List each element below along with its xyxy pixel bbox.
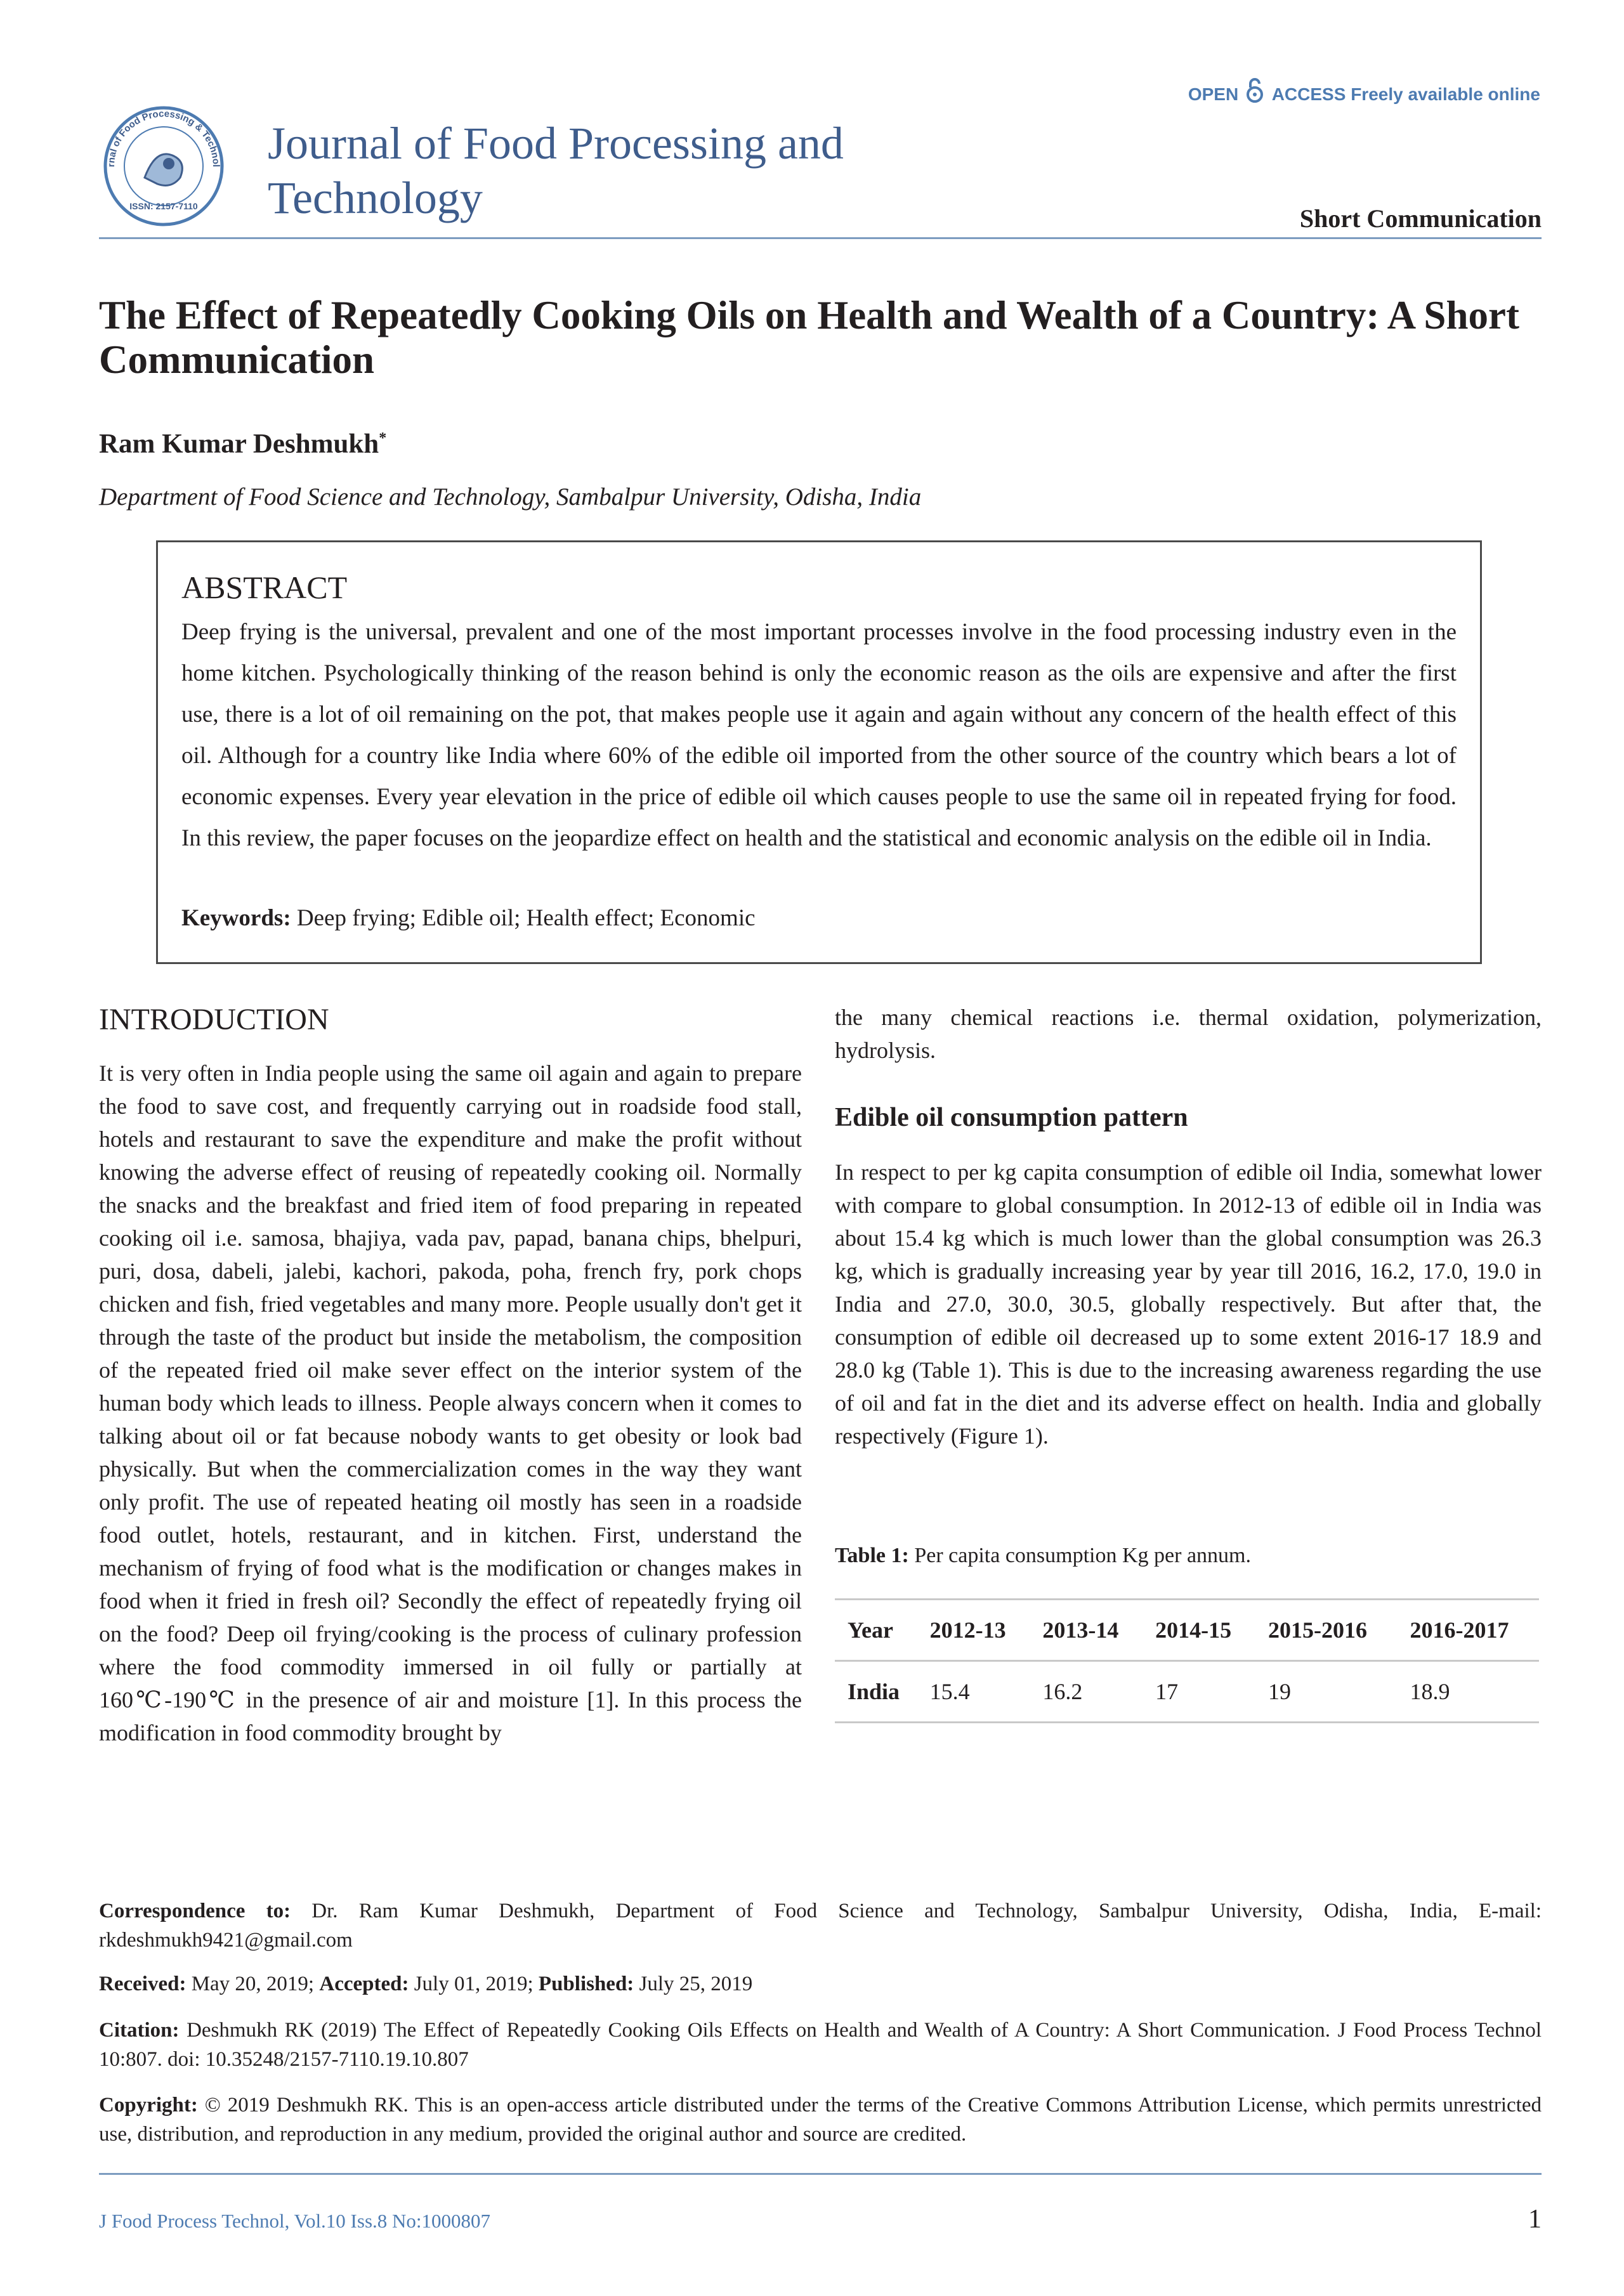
copyright-label: Copyright:	[99, 2094, 198, 2117]
open-label: OPEN	[1188, 84, 1239, 104]
table-header-cell: 2016-2017	[1397, 1600, 1539, 1661]
keywords-text: Deep frying; Edible oil; Health effect; Economic	[296, 905, 756, 931]
table-cell: 15.4	[917, 1661, 1030, 1723]
accepted-date: July 01, 2019;	[414, 1973, 534, 1995]
affiliation: Department of Food Science and Technology, Sambalpur University, Odisha, India	[99, 483, 922, 511]
table-caption	[835, 1541, 1251, 1570]
table-header-cell: 2015-2016	[1255, 1600, 1398, 1661]
table-cell: 17	[1143, 1661, 1255, 1723]
introduction-continuation: the many chemical reactions i.e. thermal oxidation, polymerization, hydrolysis.	[835, 1005, 1542, 1063]
citation-label: Citation:	[99, 2019, 180, 2042]
table-caption-label: Table 1:	[835, 1544, 909, 1567]
page-number: 1	[1528, 2205, 1542, 2234]
author-line	[99, 421, 386, 461]
open-access-banner	[1155, 81, 1540, 110]
table-header-cell: 2013-14	[1030, 1600, 1143, 1661]
copyright-text: © 2019 Deshmukh RK. This is an open-access article distributed under the terms of the Creative Commons Attribution License, which permits unrestricted use, distribution, and reproduction in any medium, provided the original author and source are credited.	[99, 2094, 1542, 2146]
table-header-row	[835, 1600, 1539, 1661]
table-cell: 16.2	[1030, 1661, 1143, 1723]
table-cell: 18.9	[1397, 1661, 1539, 1723]
published-date: July 25, 2019	[639, 1973, 753, 1995]
citation-text: Deshmukh RK (2019) The Effect of Repeatedly Cooking Oils Effects on Health and Wealth of A Country: A Short Communication. J Food Process Technol 10:807. doi: 10.35248/2157-7110.19.10.807	[99, 2019, 1542, 2071]
table-row-label: India	[835, 1661, 917, 1723]
journal-seal-icon	[100, 103, 227, 230]
article-type: Short Communication	[1299, 204, 1542, 233]
introduction-body: It is very often in India people using the same oil again and again to prepare the food to save cost, and frequently carrying out in roadside food stall, hotels and restaurant to save the expenditure and make the profit without knowing the adverse effect of reusing of repeatedly cooking oil. Normally the snacks and the breakfast and fried item of food preparing in repeated cooking oil i.e. samosa, bhajiya, vada pav, papad, banana chips, bhelpuri, puri, dosa, dabeli, jalebi, kachori, pakoda, poha, french fry, pork chops chicken and fish, fried vegetables and many more. People usually don't get it through the taste of the product but inside the metabolism, the composition of the repeated fried oil make sever effect on the interior system of the human body which leads to illness. People always concern when it comes to talking about oil or fat because nobody wants to get obesity or look bad physically. But when the commercialization comes in the way they want only profit. The use of repeated heating oil mostly has seen in a roadside food outlet, hotels, restaurant, and in kitchen. First, understand the mechanism of frying of food what is the modification or changes makes in food when it fried in fresh oil? Secondly the effect of repeatedly frying oil on the food? Deep oil frying/cooking is the process of culinary profession where the food commodity immersed in oil fully or partially at 160℃-190℃ in the presence of air and moisture [1]. In this process the modification in food commodity brought by	[99, 1060, 802, 1745]
freely-available-label: Freely available online	[1351, 84, 1540, 104]
citation	[99, 2016, 1542, 2074]
abstract-body: Deep frying is the universal, prevalent and one of the most important processes involve in the food processing industry even in the home kitchen. Psychologically thinking of the reason behind is only the economic reason as the oils are expensive and after the first use, there is a lot of oil remaining on the pot, that makes people use it again and again without any concern of the health effect of this oil. Although for a country like India where 60% of the edible oil imported from the other source of the country which bears a lot of economic expenses. Every year elevation in the price of edible oil which causes people to use the same oil in repeated frying for food. In this review, the paper focuses on the jeopardize effect on health and the statistical and economic analysis on the edible oil in India.	[181, 619, 1457, 851]
correspondence-label: Correspondence to:	[99, 1900, 291, 1922]
table-cell: 19	[1255, 1661, 1398, 1723]
published-label: Published:	[538, 1973, 634, 1995]
footer-divider	[99, 2173, 1542, 2175]
copyright	[99, 2091, 1542, 2149]
paper-title: The Effect of Repeatedly Cooking Oils on Health and Wealth of a Country: A Short Communication	[99, 293, 1519, 382]
correspondence	[99, 1896, 1542, 1955]
consumption-table	[835, 1598, 1539, 1723]
access-label: ACCESS	[1271, 84, 1346, 104]
table-row	[835, 1661, 1539, 1723]
table-header-cell: Year	[835, 1600, 917, 1661]
author-name: Ram Kumar Deshmukh	[99, 429, 379, 459]
author-mark: *	[379, 430, 387, 447]
table-header-cell: 2012-13	[917, 1600, 1030, 1661]
running-footer: J Food Process Technol, Vol.10 Iss.8 No:1000807	[99, 2210, 491, 2232]
received-date: May 20, 2019;	[191, 1973, 315, 1995]
abstract-heading: ABSTRACT	[181, 570, 348, 605]
table-caption-text: Per capita consumption Kg per annum.	[914, 1544, 1251, 1567]
accepted-label: Accepted:	[319, 1973, 409, 1995]
edible-oil-heading: Edible oil consumption pattern	[835, 1103, 1188, 1132]
svg-text:Journal of Food Processing & T: rnal of Food Processing & Technol	[105, 108, 222, 167]
svg-text:ISSN: 2157-7110: ISSN: 2157-7110	[129, 201, 198, 211]
correspondence-text: Dr. Ram Kumar Deshmukh, Department of Food Science and Technology, Sambalpur University, Odisha, India, E-mail: rkdeshmukh9421@gmail.com	[99, 1900, 1542, 1952]
journal-title: Journal of Food Processing and Technology	[268, 118, 844, 223]
edible-oil-body: In respect to per kg capita consumption of edible oil India, somewhat lower with compare to global consumption. In 2012-13 of edible oil in India was about 15.4 kg which is much lower than the global consumption was 26.3 kg, which is gradually increasing year by year till 2016, 16.2, 17.0, 19.0 in India and 27.0, 30.0, 30.5, globally respectively. But after that, the consumption of edible oil decreased up to some extent 2016-17 18.9 and 28.0 kg (Table 1). This is due to the increasing awareness regarding the use of oil and fat in the diet and its adverse effect on health. India and globally respectively (Figure 1).	[835, 1159, 1542, 1449]
received-label: Received:	[99, 1973, 187, 1995]
keywords-label: Keywords:	[181, 905, 291, 931]
keywords	[181, 899, 1457, 937]
table-header-cell: 2014-15	[1143, 1600, 1255, 1661]
header-divider	[99, 237, 1542, 239]
introduction-heading: INTRODUCTION	[99, 1003, 329, 1036]
publication-dates	[99, 1969, 1542, 1999]
open-lock-icon	[1246, 77, 1264, 110]
